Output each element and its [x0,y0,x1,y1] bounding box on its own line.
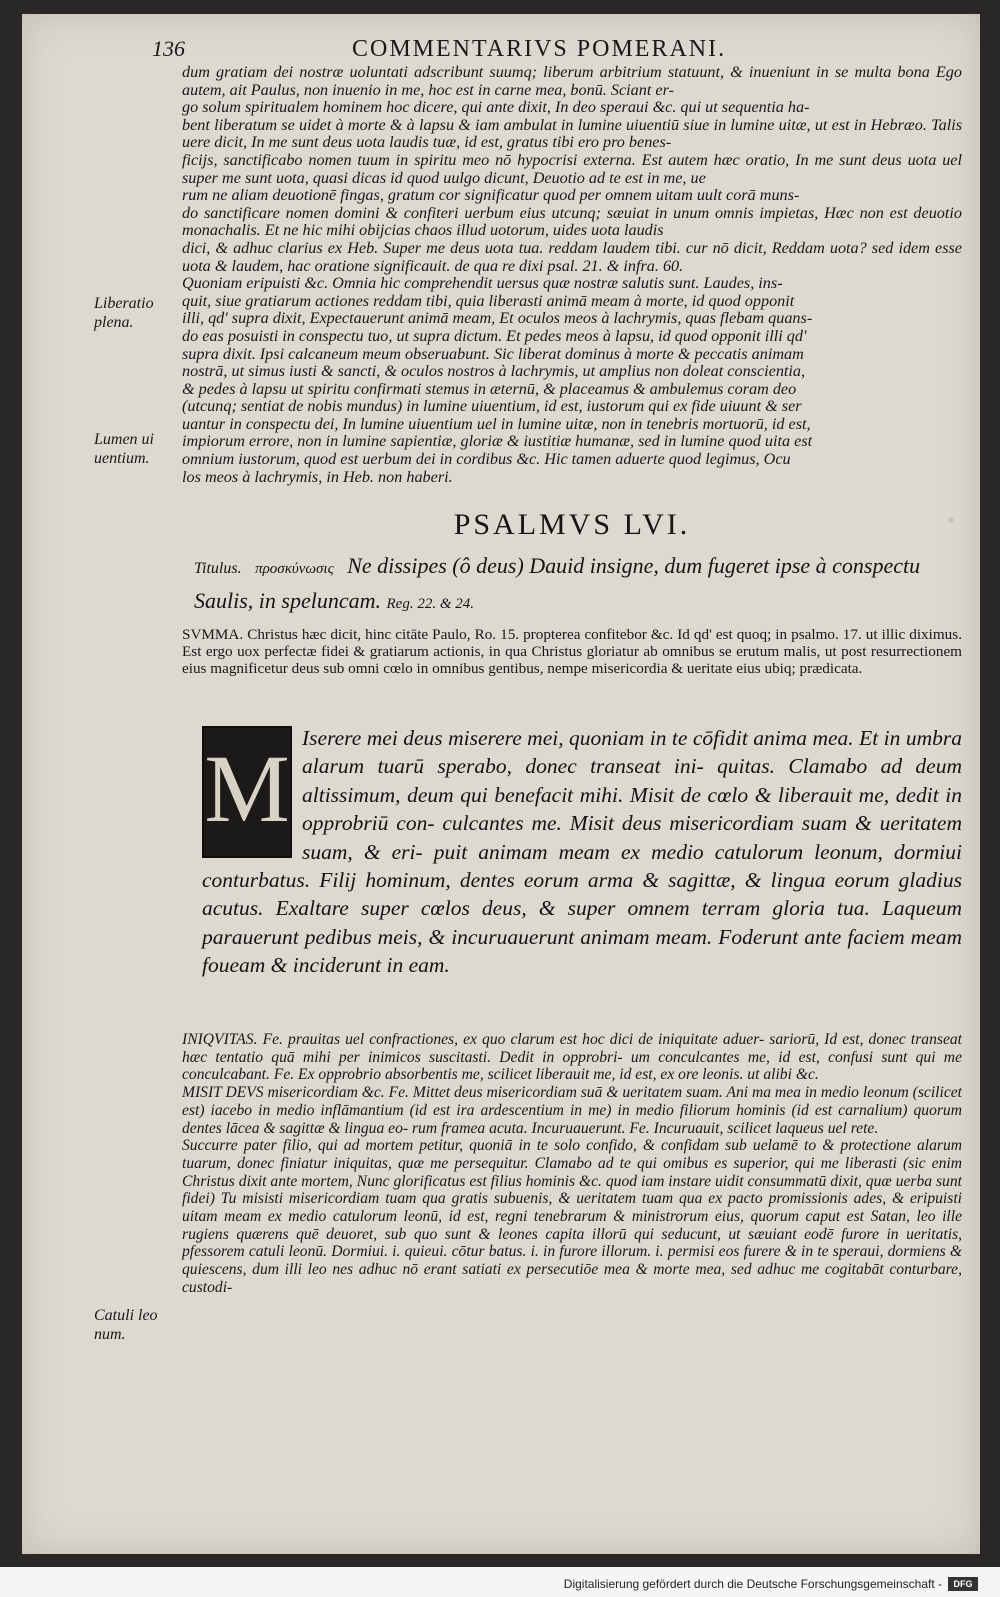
margin-note-catuli: Catuli leo num. [94,1307,158,1343]
text-line: ficijs, sanctificabo nomen tuum in spiritu meo nō hypocrisi externa. Est autem hæc oratio, In me sunt deus uota uel super me sunt uota, quasi dicas id quod uulgo dicunt, Deuotio ad te est in me, ue [182,150,962,187]
running-head [152,36,950,66]
commentary-paragraph: Succurre pater filio, qui ad mortem petitur, quoniā in te solo confido, & confidam sub uelamē to & protectione alarum tuarum, donec finiatur iniquitas, quæ me persequitur. Clamabo ad te qui omibus es superior, qui me liberasti (sic enim Christus dixit ante mortem, Nunc glorificatus est filius hominis &c. quod iam instare uidit consummatū dixit, quæ uerba sunt fidei) Tu misisti misericordiam tuam qua gratis subuenis, & ueritatem tuam qua ex pacto promissionis ades, & eripuisti uitam meam ex medio catulorum leonū, id est, regni tenebrarum & ministrorum eius, quorum caput est Satan, leo ille rugiens quærens quē deuoret, sub quo sunt & leones capita illorū qui seducunt, ut sæuiant eodē furore in ueritatis, pfessorem catuli leonū. Dormiui. i. quieui. cōtur batus. i. in furore illorum. i. permisi eos furere & in te speraui, dormiens & quiescens, dum illi leo nes adhuc nō erant satiati ex persecutiōe mea & morte mea, sed adhuc me cogitabāt conturbare, custodi- [182,1137,962,1296]
title-reference: Reg. 22. & 24. [386,596,474,612]
text-line: impiorum errore, non in lumine sapientiæ, gloriæ & iustitiæ humanæ, sed in lumine quod uita est [182,432,813,451]
commentary-paragraph: INIQVITAS. Fe. prauitas uel confractiones, ex quo clarum est hoc dici de iniquitate aduer- sariorū, Id est, donec transeat hæc tentatio quā mihi per inimicos suscitasti. Dedit in opprobri- um conculcantes me, id est, confusi sunt qui me conculcabant. Fe. Ex opprobrio absorbentis me, scilicet liberauit me, id est, ex ore leonis. ut alibi &c. [182,1031,962,1084]
title-text: Ne dissipes (ô deus) Dauid insigne, dum fugeret ipse à conspectu Saulis, in speluncam. [194,553,921,613]
text-line: quit, siue gratiarum actiones reddam tibi, quia liberasti animā meam à morte, id quod opponit [182,291,795,310]
text-line: bent liberatum se uidet à morte & à lapsu & iam ambulat in lumine uiuentiū siue in lumine uitæ, ut est in Hebræo. Talis uere dicit, In me sunt deus uota laudis tuæ, id est, gratus tibi ero pro benes- [182,115,962,152]
title-greek: προσκύνωσις [255,561,334,577]
title-label: Titulus. [194,560,242,577]
text-line: do sanctificare nomen domini & confiteri uerbum eius utcunq; sæuiat in unum omnis impietas, Hæc non est deuotio monachalis. Et ne hic mihi obijcias chaos illud uotorum, uides uota laudis [182,203,962,240]
text-line: los meos à lachrymis, in Heb. non haberi. [182,467,453,486]
text-line: uantur in conspectu dei, In lumine uiuentium uel in lumine uitæ, non in tenebris mortuorū, id est, [182,414,811,433]
book-page [22,14,980,1554]
commentary-block [182,1031,962,1297]
text-line: Quoniam eripuisti &c. Omnia hic comprehendit uersus quæ nostræ salutis sunt. Laudes, ins- [182,274,783,293]
psalm-heading: PSALMVS LVI. [453,508,691,541]
text-line: go solum spiritualem hominem hoc dicere, qui ante dixit, In deo speraui &c. qui ut sequentia ha- [182,98,810,117]
text-line: dum gratiam dei nostræ uoluntati adscribunt suumq; liberum arbitrium statuunt, & inueniunt in se multa bona Ego autem, ait Paulus, non inuenio in me, hoc est in carne mea, bonū. Sciant er- [182,63,962,99]
text-line: & pedes à lapsu ut spiritu confirmati stemus in æternū, & placeamus & ambulemus coram deo [182,379,797,398]
running-title: COMMENTARIVS POMERANI. [352,36,727,62]
footer-bar [0,1567,1000,1597]
page-speck [948,517,954,523]
top-commentary-block [182,64,962,486]
text-line: nostrā, ut simus iusti & sancti, & oculos nostros à lachrymis, ut amplius non doleat conscientia, [182,362,806,381]
text-line: supra dixit. Ipsi calcaneum meum obseruabunt. Sic liberat dominus à morte & peccatis animam [182,344,804,363]
summa-paragraph: SVMMA. Christus hæc dicit, hinc citāte Paulo, Ro. 15. propterea confitebor &c. Id qd' est quoq; in psalmo. 17. ut illic diximus. Est ergo uox perfectæ fidei & gratiarum actionis, in qua Christus gloriatur ab omnibus se erutum malis, ut post resurrectionem eius magnificetur deus sub omni cœlo in omnibus gentibus, nempe misericordia & ueritate eius ubiq; prædicata. [182,626,962,677]
psalm-verse-text: Iserere mei deus miserere mei, quoniam in te cōfidit anima mea. Et in umbra alarum tuarū sperabo, donec transeat ini- quitas. Clamabo ad deum altissimum, deum qui benefacit mihi. Misit de cœlo & liberauit me, dedit in opprobriū con- culcantes me. Misit deus misericordiam suam & ueritatem suam, & eri- puit animam meam ex medio catulorum leonum, dormiui conturbatus. Filij hominum, dentes eorum arma & sagittæ, & lingua eorum gladius acutus. Exaltare super cœlos deus, & super omnem terram gloria tua. Laqueum parauerunt pedibus meis, & incuruauerunt animam meam. Foderunt ante faciem meam foueam & inciderunt in eam. [202,726,962,978]
footer-credit: Digitalisierung gefördert durch die Deutsche Forschungsgemeinschaft - [563,1577,942,1591]
decorated-initial [202,726,292,858]
text-line: (utcunq; sentiat de nobis mundus) in lumine uiuentium, id est, iustorum qui ex fide uiuunt & ser [182,397,802,416]
margin-note-liberatio: Liberatio plena. [94,295,154,331]
text-line: rum ne aliam deuotionē fingas, gratum cor significatur quod per omnem uitam uult corā muns- [182,186,800,205]
text-line: omnium iustorum, quod est uerbum dei in cordibus &c. Hic tamen aduerte quod legimus, Ocu [182,450,791,469]
dfg-logo-icon: DFG [948,1577,978,1591]
commentary-paragraph: MISIT DEVS misericordiam &c. Fe. Mittet deus misericordiam suā & ueritatem suam. Ani ma mea in medio leonum (scilicet est) iacebo in medio inflāmantium (id est ira ardescentium in me) in medio filiorum hominis (id est carnalium) quorum dentes lācea & sagittæ & lingua eo- rum framea acuta. Incuruauerunt. Fe. Incuruauit, scilicet laqueus uel rete. [182,1084,963,1137]
initial-letter: M [204,735,290,842]
text-line: dici, & adhuc clarius ex Heb. Super me deus uota tua. reddam laudem tibi. cur nō dicit, Reddam uota? sed idem esse uota & laudem, hac oratione significauit. de qua re dixi psal. 21. & infra. 60. [182,238,962,275]
text-line: illi, qd' supra dixit, Expectauerunt animā meam, Et oculos meos à lachrymis, quas flebam quans- [182,309,813,328]
margin-note-lumen: Lumen ui uentium. [94,431,154,467]
psalm-verse-block [202,724,962,980]
text-line: do eas posuisti in conspectu tuo, ut supra dictum. Et pedes meos à lapsu, id quod opponit illi qd' [182,326,807,345]
psalm-title [194,550,964,620]
page-number: 136 [152,36,185,61]
